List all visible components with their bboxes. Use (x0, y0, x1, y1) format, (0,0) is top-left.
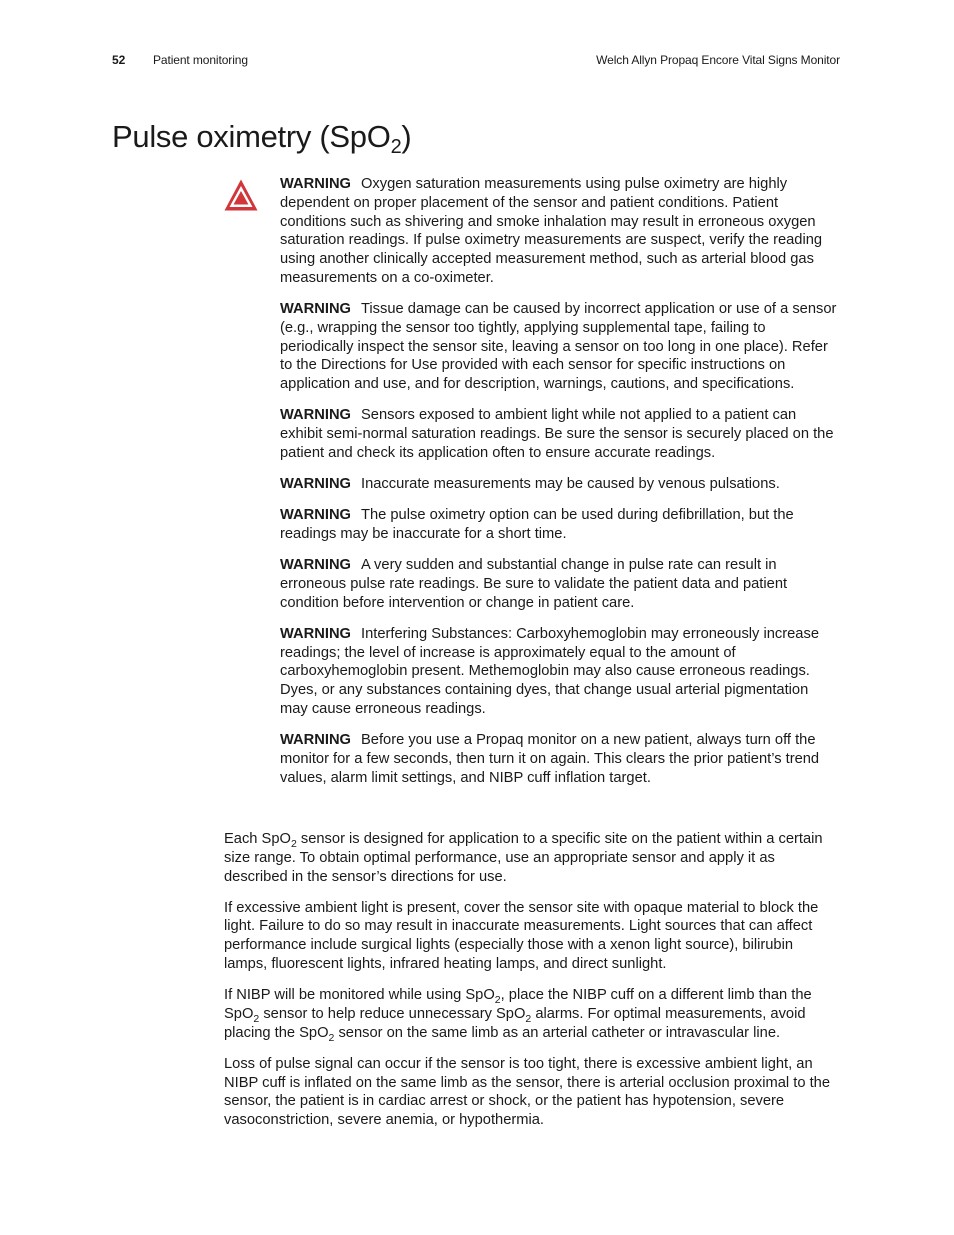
warning-item (280, 556, 840, 612)
page-number: 52 (112, 53, 126, 67)
page-title-close: ) (401, 119, 412, 154)
text-run: sensor on the same limb as an arterial catheter or intravascular line. (334, 1024, 781, 1041)
warning-label: WARNING (280, 407, 351, 424)
warning-label: WARNING (280, 476, 351, 493)
page-title-subscript: 2 (390, 136, 402, 158)
warning-text: Oxygen saturation measurements using pulse oximetry are highly dependent on proper placement of the sensor and patient conditions. Patient conditions such as shivering and smoke inhalation may result in erroneous oxygen saturation readings. If pulse oximetry measurements are suspect, verify the reading using another clinically accepted measurement method, such as arterial blood gas measurements on a co-oximeter. (280, 176, 823, 286)
subscript: 2 (253, 1012, 260, 1025)
page-title (112, 113, 411, 171)
warning-label: WARNING (280, 301, 351, 318)
subscript: 2 (290, 838, 297, 850)
warning-item (280, 506, 840, 544)
warning-text: Tissue damage can be caused by incorrect application or use of a sensor (e.g., wrapping the sensor too tightly, applying supplemental tape, failing to periodically inspect the sensor site, leaving a sensor on too long in one place). Refer to the Directions for Use provided with each sensor for specific instructions on application and use, and for description, warnings, cautions, and specifications. (280, 301, 837, 393)
warning-item (280, 625, 840, 719)
running-header-book-title: Welch Allyn Propaq Encore Vital Signs Monitor (596, 53, 840, 67)
paragraph-loss-of-signal: Loss of pulse signal can occur if the sensor is too tight, there is excessive ambient light, an NIBP cuff is inflated on the same limb as the sensor, there is arterial occlusion proximal to the sensor, the patient is in cardiac arrest or shock, or the patient has hypotension, severe vasoconstriction, severe anemia, or hypothermia. (224, 1055, 831, 1129)
warning-label: WARNING (280, 557, 351, 574)
text-run: , place the NIBP cuff on a different limb than the SpO (224, 987, 812, 1022)
warning-triangle-icon (223, 178, 259, 212)
warning-item (280, 300, 840, 394)
warning-text: Before you use a Propaq monitor on a new patient, always turn off the monitor for a few seconds, then turn it on again. This clears the prior patient’s trend values, alarm limit settings, and NIBP cuff inflation target. (280, 732, 820, 786)
running-header-section: Patient monitoring (153, 53, 248, 67)
warning-text: Sensors exposed to ambient light while not applied to a patient can exhibit semi-normal saturation readings. Be sure the sensor is securely placed on the patient and check its application often to ensure accurate readings. (280, 407, 834, 461)
warning-text: Interfering Substances: Carboxyhemoglobin may erroneously increase readings; the level of increase is approximately equal to the amount of carboxyhemoglobin present. Methemoglobin may also cause erroneous readings. Dyes, or any substances containing dyes, that change usual arterial pigmentation may cause erroneous readings. (280, 625, 819, 717)
text-run: Each SpO (224, 831, 291, 847)
text-run: sensor is designed for application to a specific site on the patient within a certain size range. To obtain optimal performance, use an appropriate sensor and apply it as described in the sensor’s directions for use. (224, 831, 823, 885)
paragraph-ambient-light: If excessive ambient light is present, cover the sensor site with opaque material to block the light. Failure to do so may result in inaccurate measurements. Light sources that can affect performance include surgical lights (especially those with a xenon light source), bilirubin lamps, fluorescent lights, infrared heating lamps, and direct sunlight. (224, 899, 819, 973)
warning-item (280, 731, 840, 787)
warning-label: WARNING (280, 507, 351, 524)
warning-label: WARNING (280, 176, 351, 192)
warning-item (280, 175, 840, 288)
subscript: 2 (525, 1012, 532, 1025)
subscript: 2 (494, 994, 501, 1007)
paragraph-nibp (224, 986, 840, 1042)
paragraph-sensor-site (224, 830, 840, 886)
body-text (224, 830, 840, 1142)
text-run: sensor to help reduce unnecessary SpO (259, 1005, 526, 1022)
warning-text: The pulse oximetry option can be used during defibrillation, but the readings may be inaccurate for a short time. (280, 507, 794, 542)
page-title-text: Pulse oximetry (SpO (112, 119, 391, 154)
warning-text: Inaccurate measurements may be caused by venous pulsations. (360, 476, 780, 493)
subscript: 2 (328, 1031, 335, 1044)
warning-label: WARNING (280, 732, 351, 748)
text-run: alarms. For optimal measurements, avoid placing the SpO (224, 1005, 806, 1041)
warning-text: A very sudden and substantial change in pulse rate can result in erroneous pulse rate readings. Be sure to validate the patient data and patient condition before intervention or change in patient care. (280, 557, 788, 611)
warnings-list (280, 175, 840, 800)
warning-label: WARNING (280, 625, 351, 642)
warning-item (280, 406, 840, 462)
text-run: If NIBP will be monitored while using SpO (224, 987, 495, 1004)
warning-item (280, 475, 840, 494)
